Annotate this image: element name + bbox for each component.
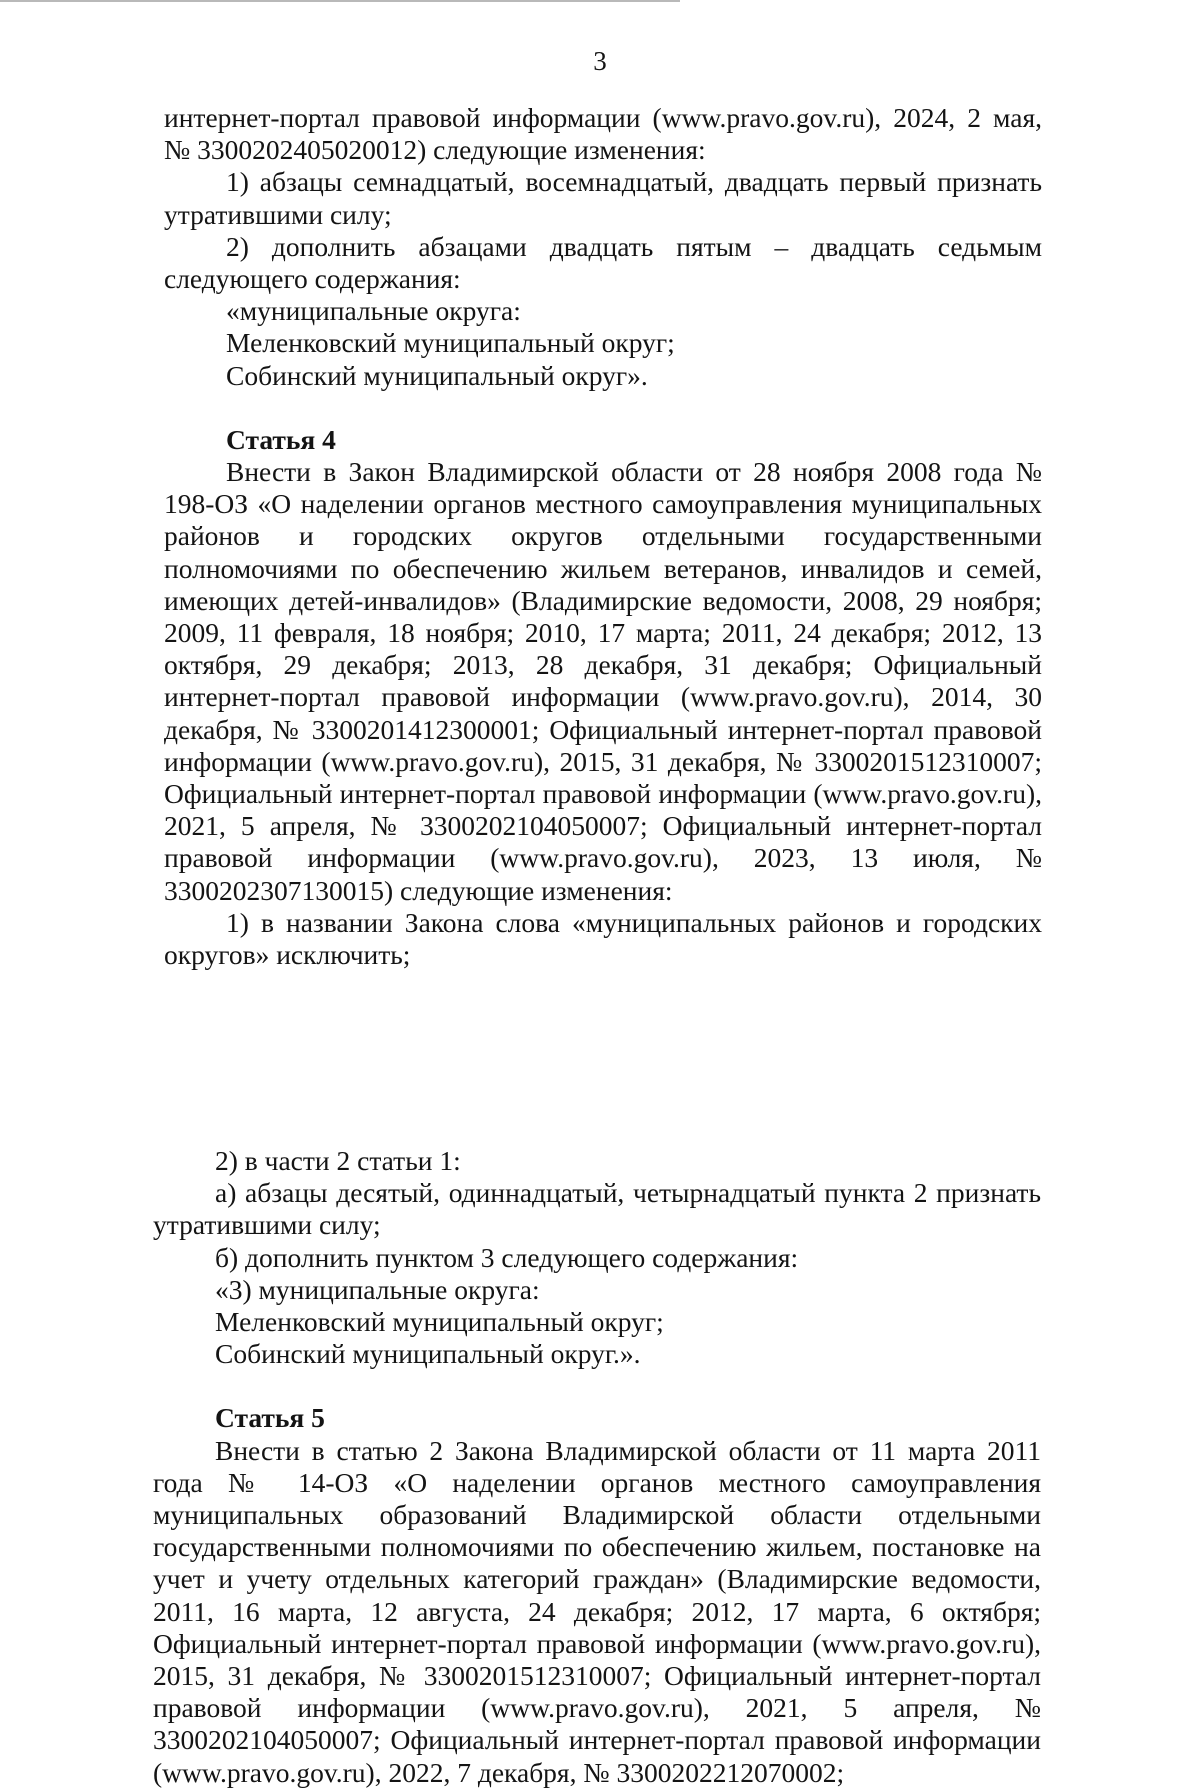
quoted-line: Собинский муниципальный округ.». bbox=[215, 1338, 641, 1370]
quoted-line: Меленковский муниципальный округ; bbox=[215, 1306, 664, 1338]
article-paragraph: Внести в статью 2 Закона Владимирской области от 11 марта 2011 года № 14-ОЗ «О наделении органов местного самоуправления муниципальных образований Владимирской области отдельными государственными полномочиями по обеспечению жильем, постановке на учет и учету отдельных категорий граждан» (Владимирские ведомости, 2011, 16 марта, 12 августа, 24 декабря; 2012, 17 марта, 6 октября; Официальный интернет-портал правовой информации (www.pravo.gov.ru), 2015, 31 декабря, № 3300201512310007; Официальный интернет-портал правовой информации (www.pravo.gov.ru), 2021, 5 апреля, № 3300202104050007; Официальный интернет-портал правовой информации (www.pravo.gov.ru), 2022, 7 декабря, № 3300202212070002; bbox=[153, 1434, 1041, 1788]
spacer bbox=[164, 392, 1042, 424]
article-heading: Статья 4 bbox=[226, 423, 336, 455]
amendment-item-2: 2) дополнить абзацами двадцать пятым – двадцать седьмым следующего содержания: bbox=[164, 230, 1042, 295]
page-number: 3 bbox=[593, 46, 607, 76]
quoted-line: Собинский муниципальный округ». bbox=[226, 359, 648, 391]
quoted-line: «3) муниципальные округа: bbox=[215, 1273, 540, 1305]
quoted-line: «муниципальные округа: bbox=[226, 295, 521, 327]
paragraph-continuation: интернет-портал правовой информации (www.pravo.gov.ru), 2024, 2 мая, № 3300202405020012) следующие изменения: bbox=[164, 102, 1042, 166]
amendment-subitem: б) дополнить пунктом 3 следующего содержания: bbox=[215, 1241, 799, 1273]
amendment-subitem: а) абзацы десятый, одиннадцатый, четырнадцатый пункта 2 признать утратившими силу; bbox=[153, 1177, 1041, 1241]
amendment-item: 2) в части 2 статьи 1: bbox=[215, 1145, 461, 1176]
quoted-line: Меленковский муниципальный округ; bbox=[226, 327, 675, 359]
amendment-item: 1) в названии Закона слова «муниципальных районов и городских округов» исключить; bbox=[164, 906, 1042, 971]
document-body bbox=[164, 102, 1042, 971]
article-heading: Статья 5 bbox=[215, 1402, 325, 1434]
scan-edge-line bbox=[0, 0, 680, 2]
document-body-lower bbox=[153, 1145, 1041, 1789]
article-paragraph: Внести в Закон Владимирской области от 28 ноября 2008 года № 198-ОЗ «О наделении органов местного самоуправления муниципальных районов и городских округов отдельными государственными полномочиями по обеспечению жильем ветеранов, инвалидов и семей, имеющих детей-инвалидов» (Владимирские ведомости, 2008, 29 ноября; 2009, 11 февраля, 18 ноября; 2010, 17 марта; 2011, 24 декабря; 2012, 13 октября, 29 декабря; 2013, 28 декабря, 31 декабря; Официальный интернет-портал правовой информации (www.pravo.gov.ru), 2014, 30 декабря, № 3300201412300001; Официальный интернет-портал правовой информации (www.pravo.gov.ru), 2015, 31 декабря, № 3300201512310007; Официальный интернет-портал правовой информации (www.pravo.gov.ru), 2021, 5 апреля, № 3300202104050007; Официальный интернет-портал правовой информации (www.pravo.gov.ru), 2023, 13 июля, № 3300202307130015) следующие изменения: bbox=[164, 456, 1042, 906]
spacer bbox=[153, 1370, 1041, 1402]
amendment-item-1: 1) абзацы семнадцатый, восемнадцатый, двадцать первый признать утратившими силу; bbox=[164, 166, 1042, 230]
